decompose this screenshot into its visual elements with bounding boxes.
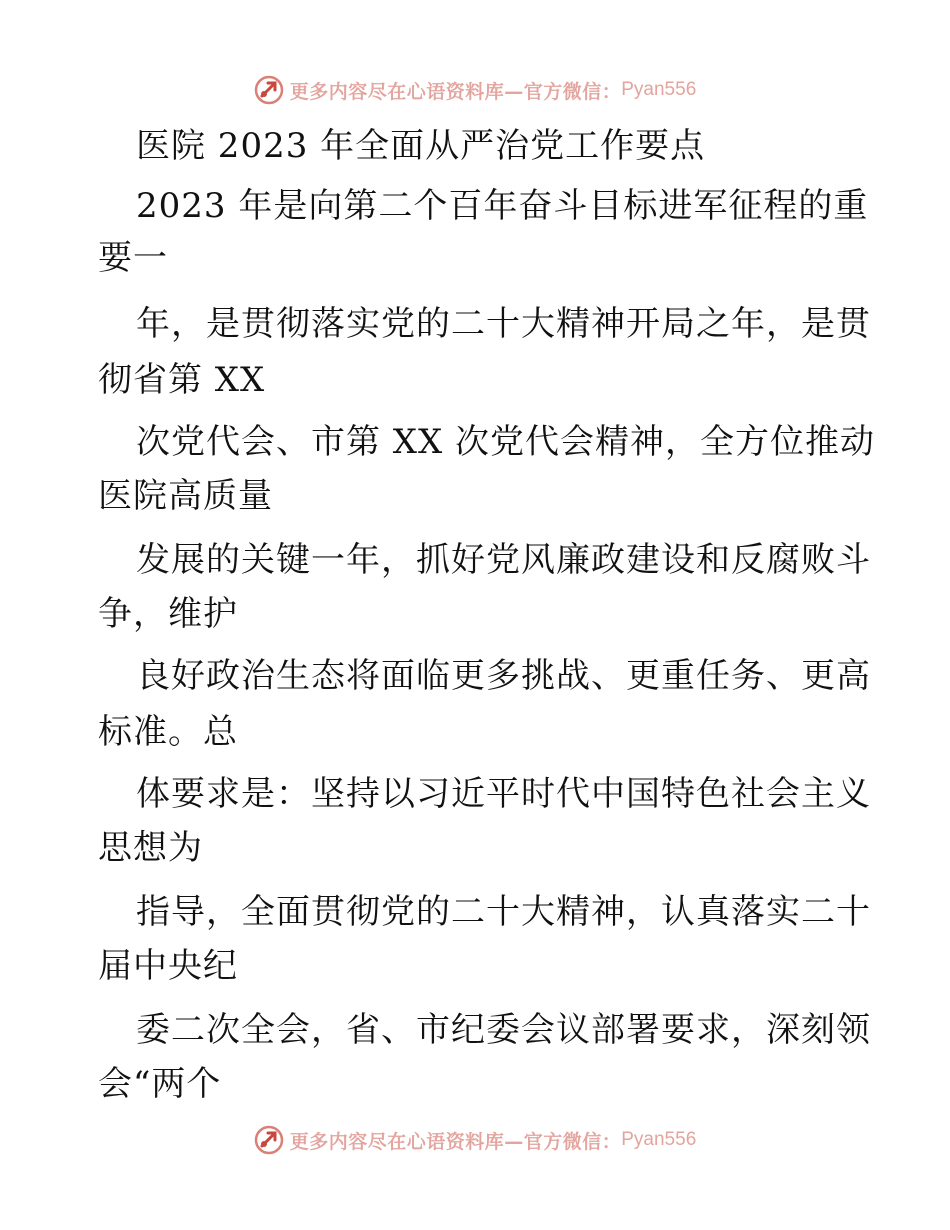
paragraph-line: 要一: [98, 238, 168, 278]
logo-icon: [254, 1125, 284, 1155]
paragraph-line: 会“两个: [98, 1064, 222, 1104]
paragraph-line: 思想为: [98, 828, 203, 868]
document-title: 医院 2023 年全面从严治党工作要点: [136, 126, 706, 166]
watermark-account: Pyan556: [621, 79, 697, 100]
paragraph-line: 次党代会、市第 XX 次党代会精神，全方位推动: [136, 422, 876, 462]
paragraph-line: 争，维护: [98, 594, 238, 634]
paragraph-line: 2023 年是向第二个百年奋斗目标进军征程的重: [136, 186, 869, 226]
watermark-text: 更多内容尽在心语资料库—官方微信：: [289, 80, 622, 103]
watermark-text: 更多内容尽在心语资料库—官方微信：: [289, 1130, 622, 1153]
paragraph-line: 年，是贯彻落实党的二十大精神开局之年，是贯: [136, 304, 871, 344]
paragraph-line: 医院高质量: [98, 476, 273, 516]
paragraph-line: 委二次全会，省、市纪委会议部署要求，深刻领: [136, 1010, 871, 1050]
paragraph-line: 体要求是：坚持以习近平时代中国特色社会主义: [136, 774, 871, 814]
paragraph-line: 标准。总: [98, 712, 238, 752]
logo-icon: [254, 75, 284, 105]
paragraph-line: 发展的关键一年，抓好党风廉政建设和反腐败斗: [136, 540, 871, 580]
paragraph-line: 指导，全面贯彻党的二十大精神，认真落实二十: [136, 892, 871, 932]
paragraph-line: 届中央纪: [98, 946, 238, 986]
footer-watermark: [0, 1120, 950, 1160]
watermark-account: Pyan556: [621, 1129, 697, 1150]
paragraph-line: 良好政治生态将面临更多挑战、更重任务、更高: [136, 656, 871, 696]
paragraph-line: 彻省第 XX: [98, 360, 266, 400]
header-watermark: [0, 70, 950, 110]
